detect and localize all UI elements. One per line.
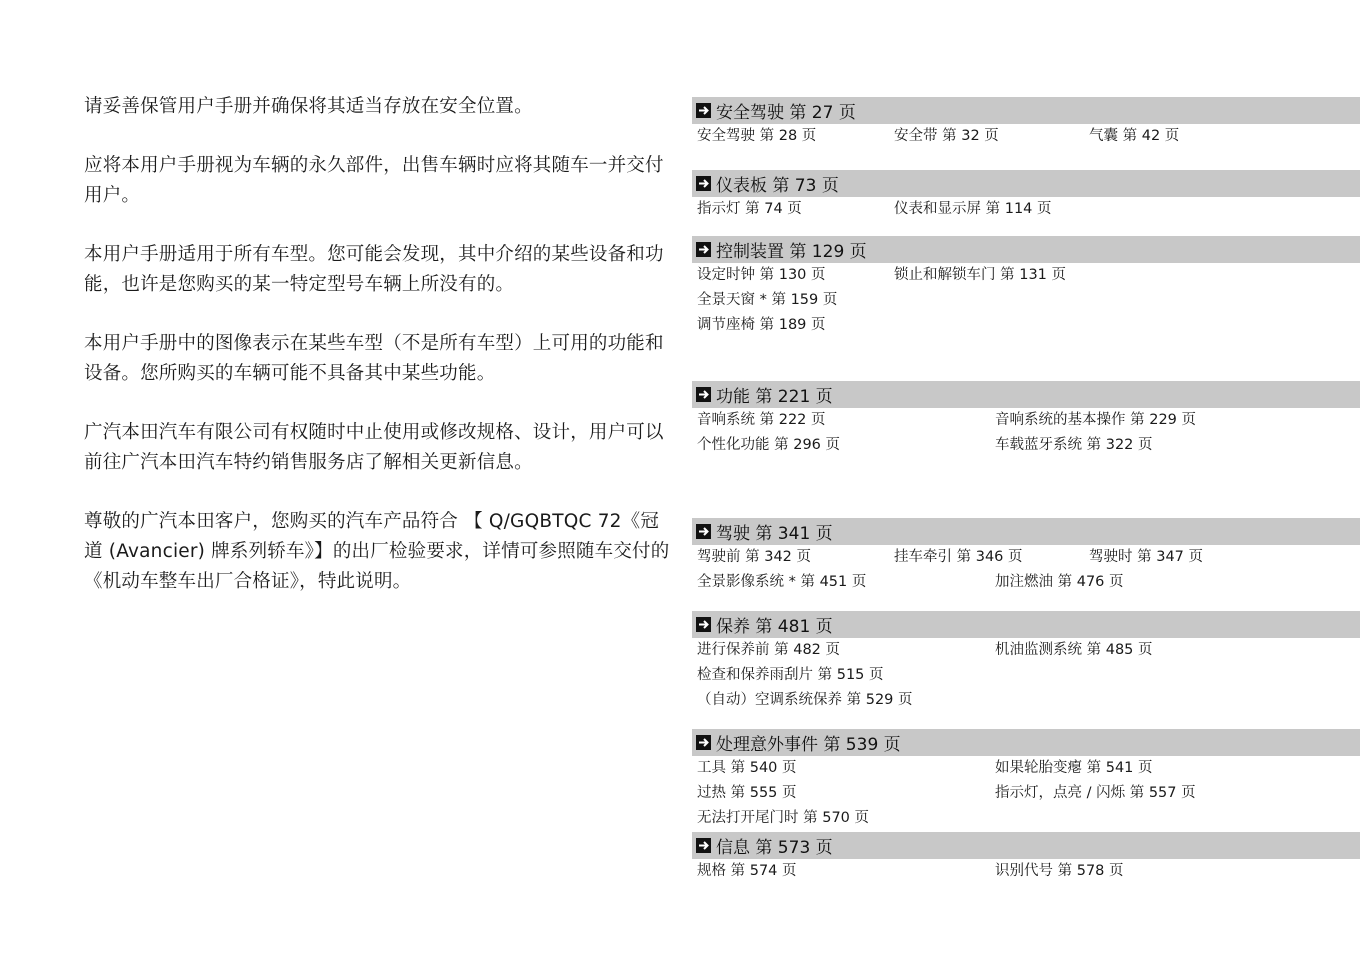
intro-paragraph: 广汽本田汽车有限公司有权随时中止使用或修改规格、设计，用户可以前往广汽本田汽车特约销售服务店了解相关更新信息。 xyxy=(84,422,664,473)
toc-entry[interactable]: 音响系统的基本操作 第 229 页 xyxy=(995,412,1197,428)
toc-section-title: 处理意外事件 第 539 页 xyxy=(716,735,901,755)
toc-row xyxy=(697,859,1360,884)
toc-entry[interactable]: 规格 第 574 页 xyxy=(697,863,797,879)
arrow-right-icon xyxy=(696,103,711,118)
toc-section-title: 驾驶 第 341 页 xyxy=(716,524,833,544)
toc-section-title: 保养 第 481 页 xyxy=(716,617,833,637)
toc-section-header[interactable] xyxy=(692,381,1360,408)
toc-entry[interactable]: 全景影像系统 * 第 451 页 xyxy=(697,574,867,590)
toc-row xyxy=(697,313,1360,338)
toc-row xyxy=(697,663,1360,688)
toc-entry[interactable]: 识别代号 第 578 页 xyxy=(995,863,1124,879)
toc-section-information xyxy=(692,832,1360,884)
toc-entry[interactable]: 驾驶前 第 342 页 xyxy=(697,549,812,565)
toc-section-title: 功能 第 221 页 xyxy=(716,387,833,407)
toc-entry[interactable]: 音响系统 第 222 页 xyxy=(697,412,826,428)
toc-entry[interactable]: 如果轮胎变瘪 第 541 页 xyxy=(995,760,1153,776)
toc-entry[interactable]: 机油监测系统 第 485 页 xyxy=(995,642,1153,658)
toc-entry[interactable]: 安全带 第 32 页 xyxy=(894,128,999,144)
toc-section-title: 安全驾驶 第 27 页 xyxy=(716,103,856,123)
toc-section-header[interactable] xyxy=(692,518,1360,545)
toc-section-header[interactable] xyxy=(692,832,1360,859)
toc-section-features xyxy=(692,381,1360,458)
arrow-right-icon xyxy=(696,176,711,191)
toc-row xyxy=(697,781,1360,806)
toc-section-dashboard xyxy=(692,170,1360,222)
toc-section-title: 信息 第 573 页 xyxy=(716,838,833,858)
toc-row xyxy=(697,288,1360,313)
toc-entry[interactable]: 锁止和解锁车门 第 131 页 xyxy=(894,267,1067,283)
toc-entry[interactable]: （自动）空调系统保养 第 529 页 xyxy=(697,692,913,708)
toc-row xyxy=(697,263,1360,288)
intro-paragraph: 本用户手册适用于所有车型。您可能会发现，其中介绍的某些设备和功能，也许是您购买的某一特定型号车辆上所没有的。 xyxy=(84,244,664,295)
toc-row xyxy=(697,197,1360,222)
toc-row xyxy=(697,688,1360,713)
toc-entry[interactable]: 全景天窗 * 第 159 页 xyxy=(697,292,838,308)
toc-section-maintenance xyxy=(692,611,1360,713)
toc-row xyxy=(697,433,1360,458)
intro-paragraph: 应将本用户手册视为车辆的永久部件，出售车辆时应将其随车一并交付用户。 xyxy=(84,155,664,206)
toc-row xyxy=(697,545,1360,570)
toc-entry[interactable]: 个性化功能 第 296 页 xyxy=(697,437,841,453)
toc-row xyxy=(697,570,1360,595)
toc-section-safety xyxy=(692,97,1360,149)
toc-entry[interactable]: 进行保养前 第 482 页 xyxy=(697,642,841,658)
toc-section-driving xyxy=(692,518,1360,595)
intro-paragraph: 请妥善保管用户手册并确保将其适当存放在安全位置。 xyxy=(84,96,533,117)
toc-section-title: 仪表板 第 73 页 xyxy=(716,176,839,196)
toc-section-header[interactable] xyxy=(692,170,1360,197)
arrow-right-icon xyxy=(696,242,711,257)
toc-section-header[interactable] xyxy=(692,611,1360,638)
toc-entry[interactable]: 工具 第 540 页 xyxy=(697,760,797,776)
toc-entry[interactable]: 设定时钟 第 130 页 xyxy=(697,267,826,283)
intro-paragraph: 本用户手册中的图像表示在某些车型（不是所有车型）上可用的功能和设备。您所购买的车辆可能不具备其中某些功能。 xyxy=(84,333,664,384)
toc-row xyxy=(697,806,1360,831)
toc-entry[interactable]: 无法打开尾门时 第 570 页 xyxy=(697,810,870,826)
arrow-right-icon xyxy=(696,838,711,853)
arrow-right-icon xyxy=(696,387,711,402)
toc-section-header[interactable] xyxy=(692,97,1360,124)
toc-row xyxy=(697,756,1360,781)
toc-entry[interactable]: 检查和保养雨刮片 第 515 页 xyxy=(697,667,884,683)
arrow-right-icon xyxy=(696,617,711,632)
toc-entry[interactable]: 指示灯，点亮 / 闪烁 第 557 页 xyxy=(995,785,1196,801)
toc-row xyxy=(697,124,1360,149)
toc-section-header[interactable] xyxy=(692,729,1360,756)
toc-entry[interactable]: 安全驾驶 第 28 页 xyxy=(697,128,817,144)
toc-section-title: 控制装置 第 129 页 xyxy=(716,242,867,262)
arrow-right-icon xyxy=(696,735,711,750)
toc-entry[interactable]: 气囊 第 42 页 xyxy=(1089,128,1180,144)
toc-entry[interactable]: 车载蓝牙系统 第 322 页 xyxy=(995,437,1153,453)
toc-entry[interactable]: 指示灯 第 74 页 xyxy=(697,201,802,217)
toc-section-emergencies xyxy=(692,729,1360,831)
intro-paragraph: 尊敬的广汽本田客户，您购买的汽车产品符合 【 Q/GQBTQC 72《冠道 (Avancier) 牌系列轿车》】的出厂检验要求，详情可参照随车交付的《机动车整车出厂合格证》，特此说明。 xyxy=(84,511,670,592)
toc-entry[interactable]: 驾驶时 第 347 页 xyxy=(1089,549,1204,565)
toc-section-header[interactable] xyxy=(692,236,1360,263)
toc-entry[interactable]: 加注燃油 第 476 页 xyxy=(995,574,1124,590)
arrow-right-icon xyxy=(696,524,711,539)
toc-entry[interactable]: 仪表和显示屏 第 114 页 xyxy=(894,201,1052,217)
toc-section-controls xyxy=(692,236,1360,338)
toc-entry[interactable]: 调节座椅 第 189 页 xyxy=(697,317,826,333)
toc-row xyxy=(697,638,1360,663)
toc-row xyxy=(697,408,1360,433)
toc-entry[interactable]: 挂车牵引 第 346 页 xyxy=(894,549,1023,565)
toc-entry[interactable]: 过热 第 555 页 xyxy=(697,785,797,801)
